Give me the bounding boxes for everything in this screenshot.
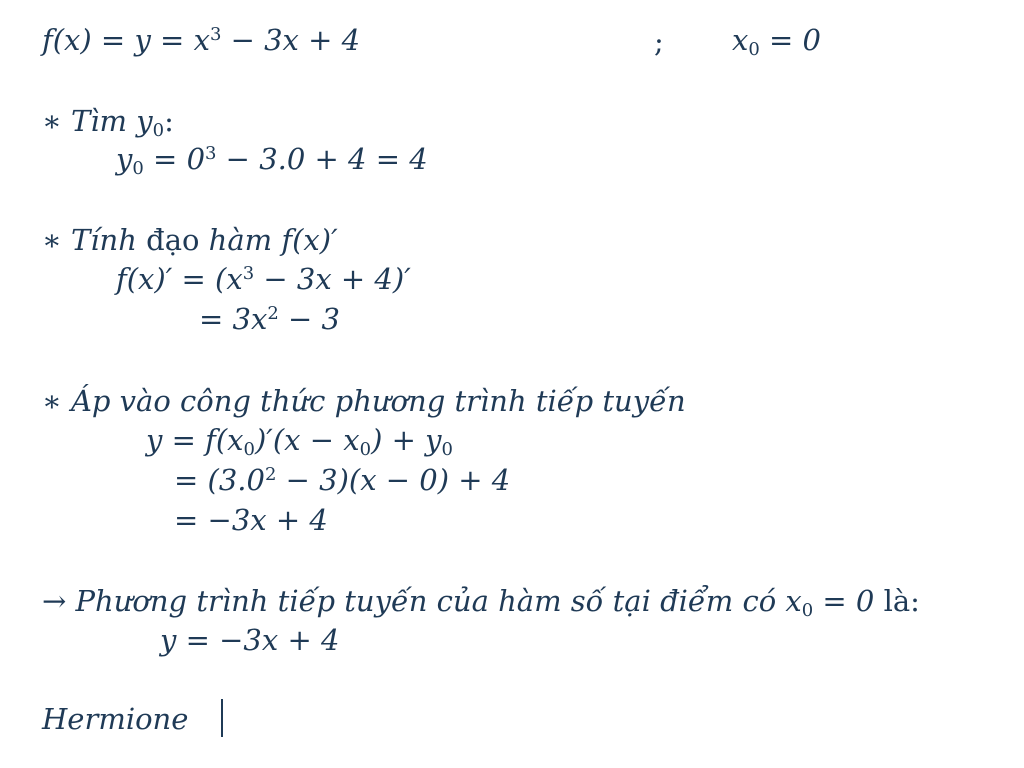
derivative-line-1: $f(x)' = (x^3 - 3x + 4)'$ (116, 262, 411, 296)
function-definition: $f(x) = y = x^3 - 3x + 4$ (42, 23, 361, 57)
step1-equation: $y_0 = 0^3 - 3.0 + 4 = 4$ (116, 142, 428, 180)
conclusion-line: → Phương trình tiếp tuyến của hàm số tại điểm có $x_0 = 0$ là: (42, 584, 920, 622)
signature: Hermione (42, 702, 189, 736)
header-separator: ; (654, 25, 664, 59)
final-answer: y = −3x + 4 (160, 623, 340, 657)
text-cursor (221, 699, 223, 737)
step2-heading: ∗ Tính đạo hàm f(x)′ (42, 223, 338, 257)
x0-value: $x_0 = 0$ (732, 23, 821, 61)
tangent-formula: $y = f(x_0)'(x - x_0) + y_0$ (146, 423, 453, 461)
step3-heading: ∗ Áp vào công thức phương trình tiếp tuyến (42, 384, 686, 418)
step1-heading: ∗ Tìm $y_0$: (42, 104, 174, 142)
tangent-simplified: = −3x + 4 (174, 503, 328, 537)
tangent-substitution: = $(3.0^2 - 3)(x - 0) + 4$ (174, 463, 511, 497)
derivative-line-2: = $3x^2 - 3$ (199, 302, 340, 336)
